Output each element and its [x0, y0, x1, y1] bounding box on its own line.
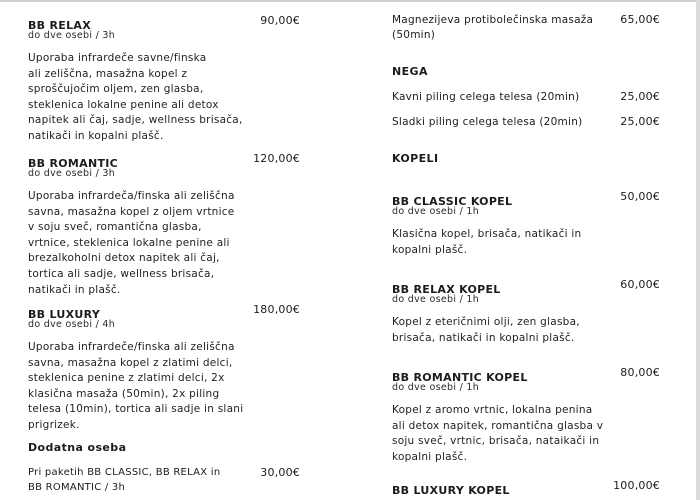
package-description [28, 51, 300, 145]
section-nega [392, 65, 660, 78]
magnesium-massage-item [392, 13, 660, 42]
package-title: BB LUXURY [28, 308, 101, 321]
desc-line: tortica ali sadje, wellness brisača, [28, 267, 215, 280]
section-heading: KOPELI [392, 152, 439, 165]
desc-line: natikači in plašč. [28, 283, 121, 296]
extra-person-text [28, 466, 300, 495]
text-line: Magnezijeva protibolečinska masaža [392, 14, 594, 26]
desc-line: Uporaba infrardeče/finska ali zeliščna [28, 341, 235, 353]
item-text: Kavni piling celega telesa (20min) [392, 91, 580, 103]
desc-line: natikači in kopalni plašč. [28, 129, 164, 142]
desc-line: brisača, natikači in kopalni plašč. [392, 331, 575, 344]
section-kopeli [392, 152, 660, 165]
item-price: 25,00€ [620, 115, 660, 128]
desc-line: kopalni plašč. [392, 450, 468, 463]
nega-item [392, 90, 660, 105]
desc-line: steklenica lokalne penine ali detox [28, 98, 219, 111]
right-edge [696, 0, 700, 500]
item-price: 65,00€ [620, 13, 660, 26]
desc-line: klasična masaža (50min), 2x piling [28, 387, 220, 400]
desc-line: savna, masažna kopel z zlatimi delci, [28, 356, 233, 369]
desc-line: ali detox napitek, romantična glasba v [392, 419, 604, 432]
bath-description [392, 403, 660, 465]
bath-subtitle: do dve osebi / 1h [392, 294, 480, 305]
bath-subtitle: do dve osebi / 1h [392, 382, 480, 393]
desc-line: vrtnice, steklenica lokalne penine ali [28, 236, 230, 249]
text-line: (50min) [392, 28, 436, 41]
package-description [28, 340, 300, 434]
bath-bb-romantic [392, 366, 660, 465]
bath-price: 100,00€ [613, 479, 660, 492]
item-price: 25,00€ [620, 90, 660, 103]
package-price: 90,00€ [260, 14, 300, 27]
bath-subtitle: do dve osebi / 1h [392, 206, 480, 217]
bath-price: 80,00€ [620, 366, 660, 379]
bath-price: 50,00€ [620, 190, 660, 203]
package-subtitle: do dve osebi / 4h [28, 319, 116, 330]
desc-line: kopalni plašč. [392, 243, 468, 256]
desc-line: Kopel z eteričnimi olji, zen glasba, [392, 316, 580, 328]
desc-line: steklenica penine z zlatimi delci, 2x [28, 372, 225, 385]
desc-line: Kopel z aromo vrtnic, lokalna penina [392, 404, 593, 416]
bath-title: BB LUXURY KOPEL [392, 484, 510, 497]
package-title: BB ROMANTIC [28, 157, 119, 170]
desc-line: savna, masažna kopel z oljem vrtnice [28, 205, 235, 218]
package-bb-luxury [28, 303, 300, 434]
bath-description [392, 227, 660, 258]
package-title: BB RELAX [28, 19, 91, 32]
text-line: Pri paketih BB CLASSIC, BB RELAX in [28, 467, 221, 478]
desc-line: napitek ali čaj, sadje, wellness brisača, [28, 114, 243, 127]
section-heading: Dodatna oseba [28, 441, 127, 454]
bath-title: BB RELAX KOPEL [392, 283, 501, 296]
package-subtitle: do dve osebi / 3h [28, 30, 116, 41]
extra-person-price: 30,00€ [260, 466, 300, 479]
nega-item [392, 115, 660, 130]
desc-line: ali zeliščna, masažna kopel z [28, 67, 188, 80]
bath-title: BB ROMANTIC KOPEL [392, 371, 528, 384]
desc-line: prigrizek. [28, 418, 80, 431]
text-line: BB ROMANTIC / 3h [28, 481, 126, 493]
desc-line: Uporaba infrardeča/finska ali zeliščna [28, 190, 235, 202]
package-subtitle: do dve osebi / 3h [28, 168, 116, 179]
package-price: 180,00€ [253, 303, 300, 316]
package-bb-relax [28, 14, 300, 145]
package-description [28, 189, 300, 298]
desc-line: brezalkoholni detox napitek ali čaj, [28, 252, 220, 265]
desc-line: Uporaba infrardeče savne/finska [28, 52, 207, 64]
bath-description [392, 315, 660, 346]
bath-bb-classic [392, 190, 660, 258]
top-edge [0, 0, 700, 2]
desc-line: sproščujočim oljem, zen glasba, [28, 83, 204, 96]
desc-line: telesa (10min), tortica ali sadje in slani [28, 403, 244, 416]
desc-line: v soju sveč, romantična glasba, [28, 221, 202, 234]
bath-price: 60,00€ [620, 278, 660, 291]
bath-bb-luxury [392, 479, 660, 495]
desc-line: Klasična kopel, brisača, natikači in [392, 228, 582, 240]
desc-line: soju sveč, vrtnic, brisača, nataikači in [392, 435, 600, 448]
bath-bb-relax [392, 278, 660, 346]
extra-person-item [28, 466, 300, 495]
package-bb-romantic [28, 152, 300, 298]
section-heading: NEGA [392, 65, 428, 78]
item-text: Sladki piling celega telesa (20min) [392, 116, 583, 128]
package-price: 120,00€ [253, 152, 300, 165]
section-extra-person [28, 441, 300, 454]
bath-title: BB CLASSIC KOPEL [392, 195, 513, 208]
